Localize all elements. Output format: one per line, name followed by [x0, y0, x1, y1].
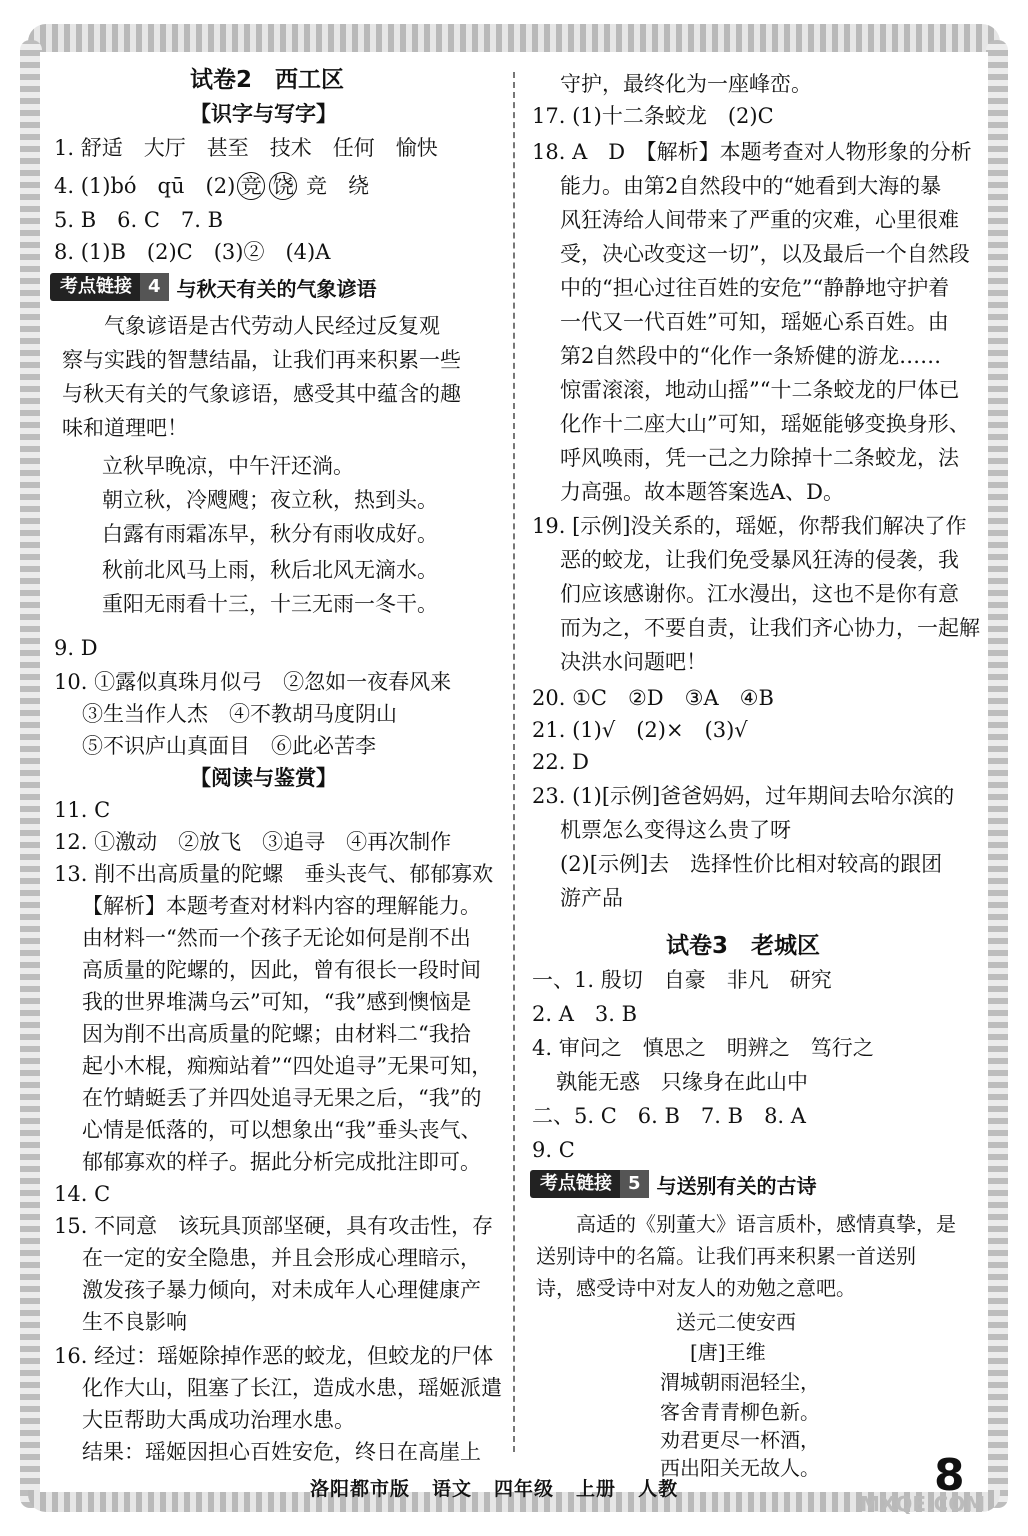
saying: 秋前北风马上雨，秋后北风无滴水。: [102, 558, 438, 582]
answer-4-part1: 4. (1)bó qū (2): [54, 174, 236, 198]
answer-p4-line: 孰能无惑 只缘身在此山中: [556, 1070, 808, 1094]
answer-17: 17. (1)十二条蛟龙 (2)C: [532, 104, 774, 128]
answer-4-part2: 竞 绕: [305, 174, 369, 198]
saying: 白露有雨霜冻早，秋分有雨收成好。: [102, 522, 438, 546]
link-number: 4: [140, 273, 169, 301]
footer-info: [310, 1474, 700, 1501]
page-frame-left: [20, 40, 42, 1508]
section-literacy: 【识字与写字】: [190, 102, 337, 126]
footer-publisher: 人教: [638, 1478, 679, 1500]
answer-p4: 4. 审问之 慎思之 明辨之 笃行之: [532, 1036, 874, 1060]
saying: 立秋早晚凉，中午汗还淌。: [102, 454, 354, 478]
answer-18-line: 化作十二座大山”可知，瑶姬能够变换身形、: [560, 412, 970, 436]
answer-16-line: 大臣帮助大禹成功治理水患。: [82, 1408, 355, 1432]
link-topic: 与秋天有关的气象谚语: [176, 276, 377, 301]
answer-18-line: 受，决心改变这一切”，以及最后一个自然段: [560, 242, 970, 266]
answer-15-line: 生不良影响: [82, 1310, 187, 1334]
answer-13: 13. 削不出高质量的陀螺 垂头丧气、郁郁寡欢: [54, 862, 494, 886]
answer-19-line: 们应该感谢你。江水漫出，这也不是你有意: [560, 582, 959, 606]
answer-19-line: 恶的蛟龙，让我们免受暴风狂涛的侵袭，我: [560, 548, 959, 572]
answer-9: 9. D: [54, 636, 98, 660]
exam2-title: 试卷2 西工区: [190, 67, 345, 93]
saying: 朝立秋，冷飕飕；夜立秋，热到头。: [102, 488, 438, 512]
answer-23: 23. (1)[示例]爸爸妈妈，过年期间去哈尔滨的: [532, 784, 955, 808]
answer-13-line: 在竹蜻蜓丢了并四处追寻无果之后，“我”的: [82, 1086, 482, 1110]
answer-10-line: ③生当作人杰 ④不教胡马度阴山: [82, 702, 397, 726]
answer-16: 16. 经过：瑶姬除掉作恶的蛟龙，但蛟龙的尸体: [54, 1344, 494, 1368]
answer-18-line: 中的“担心过往百姓的安危”“静静地守护着: [560, 276, 950, 300]
answer-18-line: 呼风唤雨，凭一己之力除掉十二条蛟龙，法: [560, 446, 959, 470]
answer-18-line: 第2自然段中的“化作一条矫健的游龙……: [560, 344, 942, 368]
answer-16-line: 化作大山，阻塞了长江，造成水患，瑶姬派遣: [82, 1376, 502, 1400]
answer-8: 8. (1)B (2)C (3)② (4)A: [54, 240, 331, 264]
answer-13-line: 高质量的陀螺的，因此，曾有很长一段时间: [82, 958, 481, 982]
poem-line: 劝君更尽一杯酒，: [660, 1428, 820, 1452]
answer-10-line: ⑤不识庐山真面目 ⑥此必苦李: [82, 734, 376, 758]
exam-point-link-4: [50, 273, 377, 301]
poem-author: [唐]王维: [690, 1340, 766, 1364]
answer-12: 12. ①激动 ②放飞 ③追寻 ④再次制作: [54, 830, 452, 854]
answer-p5: 二、5. C 6. B 7. B 8. A: [532, 1104, 806, 1128]
poem-line: 西出阳关无故人。: [660, 1456, 820, 1480]
answer-13-line: 郁郁寡欢的样子。据此分析完成批注即可。: [82, 1150, 481, 1174]
intro5-line: 送别诗中的名篇。让我们再来积累一首送别: [536, 1244, 916, 1268]
poem-title: 送元二使安西: [676, 1310, 796, 1334]
circled-char-2: 饶: [269, 172, 297, 200]
watermark: MXQE.COM: [860, 1492, 986, 1516]
answer-16-cont: 守护，最终化为一座峰峦。: [560, 72, 812, 96]
answer-13-line: 由材料一“然而一个孩子无论如何是削不出: [82, 926, 471, 950]
answer-5-7: 5. B 6. C 7. B: [54, 208, 224, 232]
answer-19-line: 决洪水问题吧！: [560, 650, 707, 674]
answer-1: 1. 舒适 大厅 甚至 技术 任何 愉快: [54, 136, 438, 160]
link-tag: 考点链接: [530, 1170, 620, 1198]
answer-13-line: 因为削不出高质量的陀螺；由材料二“我拾: [82, 1022, 471, 1046]
answer-16-line: 结果：瑶姬因担心百姓安危，终日在高崖上: [82, 1440, 481, 1464]
answer-15-line: 在一定的安全隐患，并且会形成心理暗示，: [82, 1246, 481, 1270]
answer-p2: 2. A 3. B: [532, 1002, 638, 1026]
answer-14: 14. C: [54, 1182, 111, 1206]
link-number: 5: [620, 1170, 649, 1198]
page-number: 8: [934, 1450, 965, 1501]
exam3-title: 试卷3 老城区: [666, 933, 821, 959]
answer-22: 22. D: [532, 750, 589, 774]
answer-19: 19. [示例]没关系的，瑶姬，你帮我们解决了作: [532, 514, 967, 538]
footer-grade: 四年级: [494, 1478, 555, 1500]
saying: 重阳无雨看十三，十三无雨一冬干。: [102, 592, 438, 616]
section-reading: 【阅读与鉴赏】: [190, 766, 337, 790]
intro-line: 味和道理吧！: [62, 416, 188, 440]
intro5-line: 高适的《别董大》语言质朴，感情真挚，是: [536, 1212, 956, 1236]
answer-23-line: 游产品: [560, 886, 623, 910]
answer-11: 11. C: [54, 798, 111, 822]
answer-18-line: 风狂涛给人间带来了严重的灾难，心里很难: [560, 208, 959, 232]
answer-18-line: 惊雷滚滚，地动山摇”“十二条蛟龙的尸体已: [560, 378, 960, 402]
answer-18: 18. A D 【解析】本题考查对人物形象的分析: [532, 140, 972, 164]
answer-21: 21. (1)√ (2)× (3)√: [532, 718, 748, 742]
intro5-line: 诗，感受诗中对友人的劝勉之意吧。: [536, 1276, 856, 1300]
answer-13-line: 起小木棍，痴痴站着”“四处追寻”无果可知，: [82, 1054, 493, 1078]
answer-13-line: 我的世界堆满乌云”可知，“我”感到懊恼是: [82, 990, 472, 1014]
answer-p1: 一、1. 殷切 自豪 非凡 研究: [532, 968, 832, 992]
poem-line: 渭城朝雨浥轻尘，: [660, 1370, 820, 1394]
link-topic: 与送别有关的古诗: [656, 1173, 817, 1198]
exam-point-link-5: [530, 1170, 817, 1198]
circled-char-1: 竞: [237, 172, 265, 200]
intro-line: 气象谚语是古代劳动人民经过反复观: [62, 314, 440, 338]
answer-15-line: 激发孩子暴力倾向，对未成年人心理健康产: [82, 1278, 481, 1302]
answer-19-line: 而为之，不要自责，让我们齐心协力，一起解: [560, 616, 980, 640]
answer-15: 15. 不同意 该玩具顶部坚硬，具有攻击性，存: [54, 1214, 494, 1238]
answer-20: 20. ①C ②D ③A ④B: [532, 686, 774, 710]
answer-p9: 9. C: [532, 1138, 575, 1162]
answer-18-line: 能力。由第2自然段中的“她看到大海的暴: [560, 174, 942, 198]
answer-13-line: 心情是低落的，可以想象出“我”垂头丧气、: [82, 1118, 482, 1142]
page-frame-right: [986, 40, 1008, 1508]
footer-volume: 上册: [576, 1478, 617, 1500]
poem-line: 客舍青青柳色新。: [660, 1400, 820, 1424]
footer-edition: 洛阳都市版: [310, 1478, 411, 1500]
answer-10: 10. ①露似真珠月似弓 ②忽如一夜春风来: [54, 670, 452, 694]
column-divider: [513, 72, 515, 1452]
answer-18-line: 一代又一代百姓”可知，瑶姬心系百姓。由: [560, 310, 949, 334]
answer-23-line: (2)[示例]去 选择性价比相对较高的跟团: [560, 852, 943, 876]
answer-23-line: 机票怎么变得这么贵了呀: [560, 818, 791, 842]
link-tag: 考点链接: [50, 273, 140, 301]
answer-4: [54, 172, 369, 200]
answer-18-line: 力高强。故本题答案选A、D。: [560, 480, 845, 504]
answer-13-line: 【解析】本题考查对材料内容的理解能力。: [82, 894, 481, 918]
intro-line: 与秋天有关的气象谚语，感受其中蕴含的趣: [62, 382, 461, 406]
intro-line: 察与实践的智慧结晶，让我们再来积累一些: [62, 348, 461, 372]
footer-subject: 语文: [432, 1478, 473, 1500]
